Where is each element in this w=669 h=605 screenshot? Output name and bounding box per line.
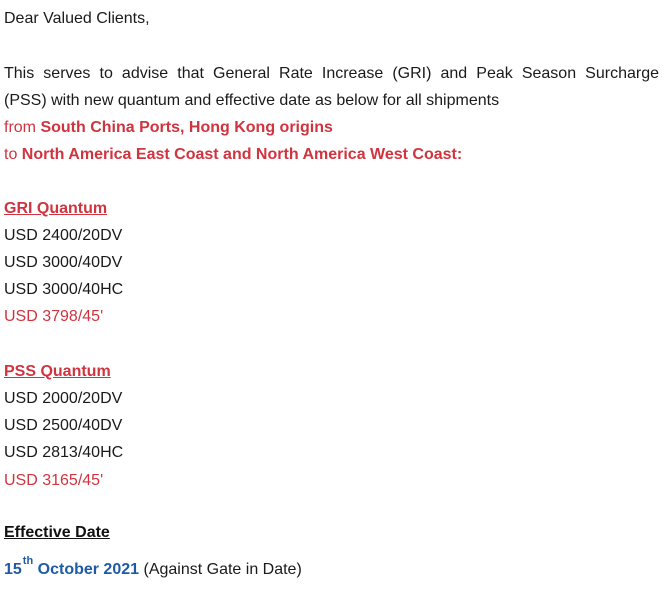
pss-item-40dv: USD 2500/40DV xyxy=(4,417,123,434)
destination-line xyxy=(4,145,462,165)
origin-value: South China Ports, Hong Kong origins xyxy=(40,119,333,136)
effective-day: 15 xyxy=(4,561,22,578)
intro-line-1: This serves to advise that General Rate Increase (GRI) and Peak Season Surcharge xyxy=(4,65,659,82)
destination-value: North America East Coast and North America West Coast: xyxy=(21,146,463,163)
effective-note: (Against Gate in Date) xyxy=(143,561,302,578)
pss-heading: PSS Quantum xyxy=(4,363,111,380)
pss-item-45: USD 3165/45' xyxy=(4,472,104,489)
effective-date-heading: Effective Date xyxy=(4,524,110,541)
effective-date-line xyxy=(4,555,302,581)
gri-item-40hc: USD 3000/40HC xyxy=(4,281,124,298)
origin-line xyxy=(4,118,333,138)
gri-item-45: USD 3798/45' xyxy=(4,308,104,325)
origin-prefix: from xyxy=(4,119,36,136)
pss-item-20dv: USD 2000/20DV xyxy=(4,390,123,407)
intro-line-2: (PSS) with new quantum and effective date as below for all shipments xyxy=(4,92,500,109)
effective-day-suffix: th xyxy=(22,555,34,567)
effective-month-year: October 2021 xyxy=(37,561,140,578)
gri-heading: GRI Quantum xyxy=(4,200,108,217)
greeting: Dear Valued Clients, xyxy=(4,10,150,27)
gri-item-40dv: USD 3000/40DV xyxy=(4,254,123,271)
gri-item-20dv: USD 2400/20DV xyxy=(4,227,123,244)
destination-prefix: to xyxy=(4,146,18,163)
pss-item-40hc: USD 2813/40HC xyxy=(4,444,124,461)
